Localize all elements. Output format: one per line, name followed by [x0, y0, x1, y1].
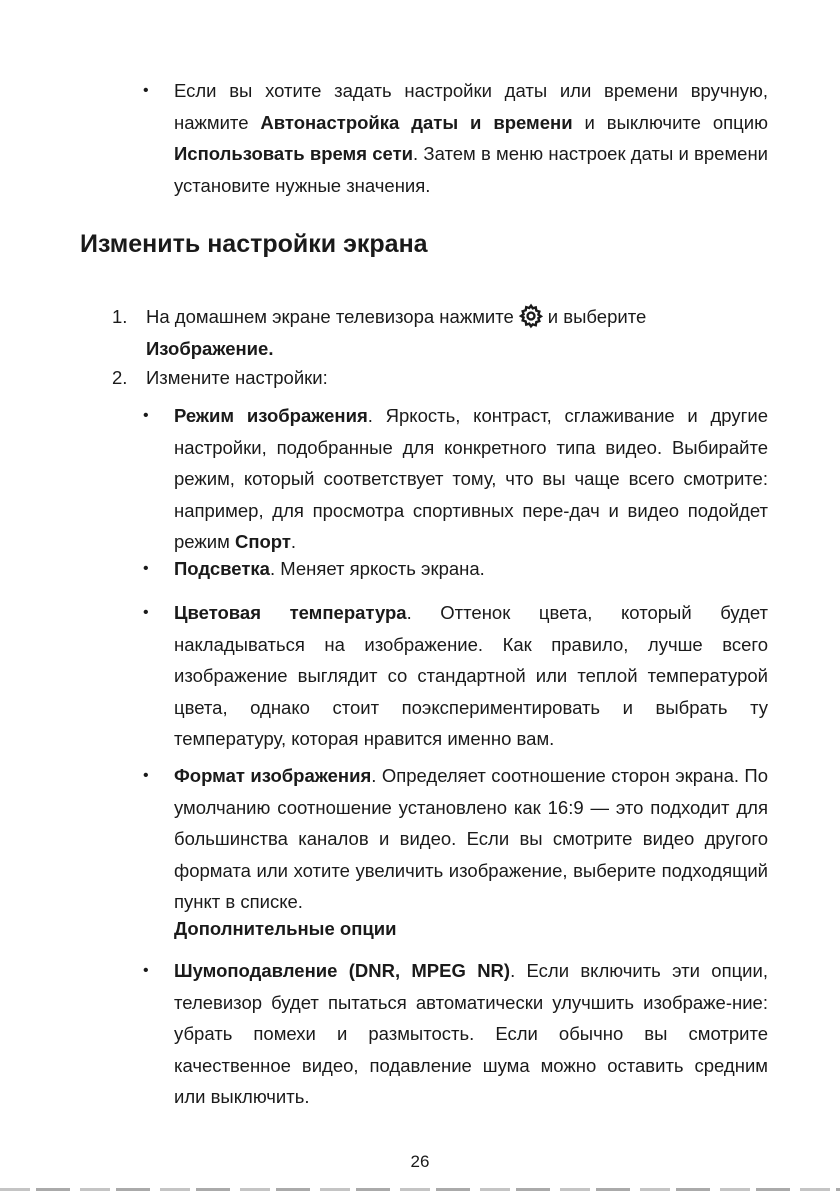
bold-term: Формат изображения — [174, 765, 372, 786]
footer-rule — [0, 1188, 840, 1191]
bullet-marker: • — [143, 767, 149, 784]
bullet-marker: • — [143, 82, 149, 99]
section-title: Изменить настройки экрана — [80, 230, 428, 258]
bullet-noise-reduction: Шумоподавление (DNR, MPEG NR). Если включить эти опции, телевизор будет пытаться автоматически улучшить изображе-ние: убрать помехи и размытость. Если обычно вы смотрите качественное видео, подавление шума можно оставить средним или выключить. — [174, 960, 768, 1107]
bullet-marker: • — [143, 560, 149, 577]
bold-term: Шумоподавление (DNR, MPEG NR) — [174, 960, 511, 981]
bold-term: Изображение. — [146, 337, 274, 359]
gear-icon — [518, 303, 544, 329]
bullet-picture-mode: Режим изображения. Яркость, контраст, сглаживание и другие настройки, подобранные для конкретного типа видео. Выбирайте режим, который соответствует тому, что вы чаще всего смотрите: например, для просмотра спортивных пере-дач и видео подойдет режим Спорт. — [174, 405, 769, 552]
bold-term: Цветовая температура — [174, 602, 407, 623]
bold-term: Режим изображения — [174, 405, 368, 426]
bold-term: Подсветка — [174, 558, 270, 579]
step-2-text: Измените настройки: — [146, 367, 328, 388]
bullet-color-temperature: Цветовая температура. Оттенок цвета, который будет накладываться на изображение. Как правило, лучше всего изображение выглядит со стандартной или теплой температурой цвета, однако стоит поэкспериментировать и выбрать ту температуру, которая нравится именно вам. — [174, 602, 768, 749]
bullet-backlight: Подсветка. Меняет яркость экрана. — [174, 558, 485, 579]
intro-bullet-text: Если вы хотите задать настройки даты или времени вручную, нажмите Автонастройка даты и времени и выключите опцию Использовать время сети. Затем в меню настроек даты и времени установите нужные значения. — [174, 80, 769, 196]
step-number: 2. — [112, 367, 128, 388]
step-number: 1. — [112, 306, 128, 327]
page-number: 26 — [410, 1152, 430, 1171]
bold-term: Автонастройка даты и времени — [260, 111, 573, 133]
bold-term: Спорт — [234, 531, 291, 552]
bullet-picture-format: Формат изображения. Определяет соотношение сторон экрана. По умолчанию соотношение установлено как 16:9 — это подходит для большинства каналов и видео. Если вы смотрите видео другого формата или хотите увеличить изображение, выберите подходящий пункт в списке. — [174, 765, 768, 912]
bullet-marker: • — [143, 407, 149, 424]
bold-term: Использовать время сети — [174, 143, 414, 164]
additional-options-heading: Дополнительные опции — [174, 918, 397, 939]
bullet-marker: • — [143, 962, 149, 979]
step-1-text: На домашнем экране телевизора нажмите и выберите Изображение. — [146, 301, 768, 364]
bullet-marker: • — [143, 604, 149, 621]
